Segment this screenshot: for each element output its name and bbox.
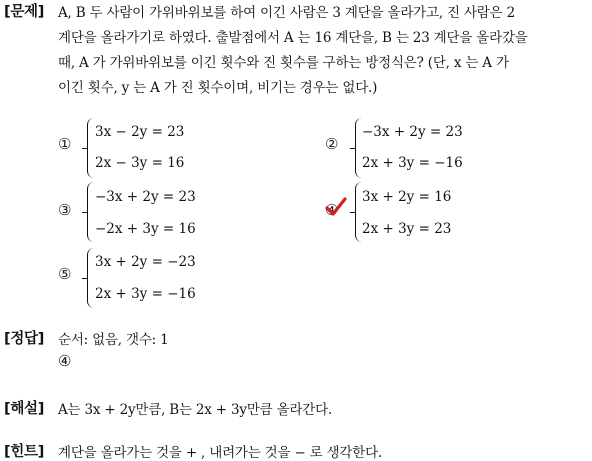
option-number: ⑤ xyxy=(58,265,72,283)
option-number: ④ xyxy=(325,201,339,219)
problem-line-1: A, B 두 사람이 가위바위보를 하여 이긴 사람은 3 계단을 올라가고, 진 사람은 2 xyxy=(58,5,515,21)
solution-tag: [해설] xyxy=(4,401,45,417)
option-equation-2: 2x + 3y = 23 xyxy=(362,221,452,237)
problem-line-4: 이긴 횟수, y 는 A 가 진 횟수이며, 비기는 경우는 없다.) xyxy=(58,80,378,96)
option-equation-1: 3x + 2y = −23 xyxy=(95,254,196,270)
option-equation-1: 3x − 2y = 23 xyxy=(95,124,185,140)
option-number: ① xyxy=(58,135,72,153)
check-mark-icon xyxy=(324,196,348,218)
option-equation-2: −2x + 3y = 16 xyxy=(95,221,196,237)
hint-text: 계단을 올라가는 것을 + , 내려가는 것을 − 로 생각한다. xyxy=(58,445,383,461)
option-number: ③ xyxy=(58,201,72,219)
answer-info: 순서: 없음, 갯수: 1 xyxy=(58,332,169,348)
option-equation-2: 2x − 3y = 16 xyxy=(95,155,185,171)
answer-tag: [정답] xyxy=(4,331,45,347)
option-equation-1: 3x + 2y = 16 xyxy=(362,189,452,205)
option-equation-1: −3x + 2y = 23 xyxy=(95,189,196,205)
option-equation-2: 2x + 3y = −16 xyxy=(362,155,463,171)
option-number: ② xyxy=(325,135,339,153)
hint-tag: [힌트] xyxy=(4,444,45,460)
option-equation-1: −3x + 2y = 23 xyxy=(362,124,463,140)
problem-line-3: 때, A 가 가위바위보를 이긴 횟수와 진 횟수를 구하는 방정식은? (단, x 는 A 가 xyxy=(58,55,509,71)
problem-line-2: 계단을 올라가기로 하였다. 출발점에서 A 는 16 계단을, B 는 23 계단을 올라갔을 xyxy=(58,30,528,46)
option-equation-2: 2x + 3y = −16 xyxy=(95,286,196,302)
answer-value: ④ xyxy=(58,352,72,370)
solution-text: A는 3x + 2y만큼, B는 2x + 3y만큼 올라간다. xyxy=(58,402,333,418)
problem-tag: [문제] xyxy=(4,4,45,20)
